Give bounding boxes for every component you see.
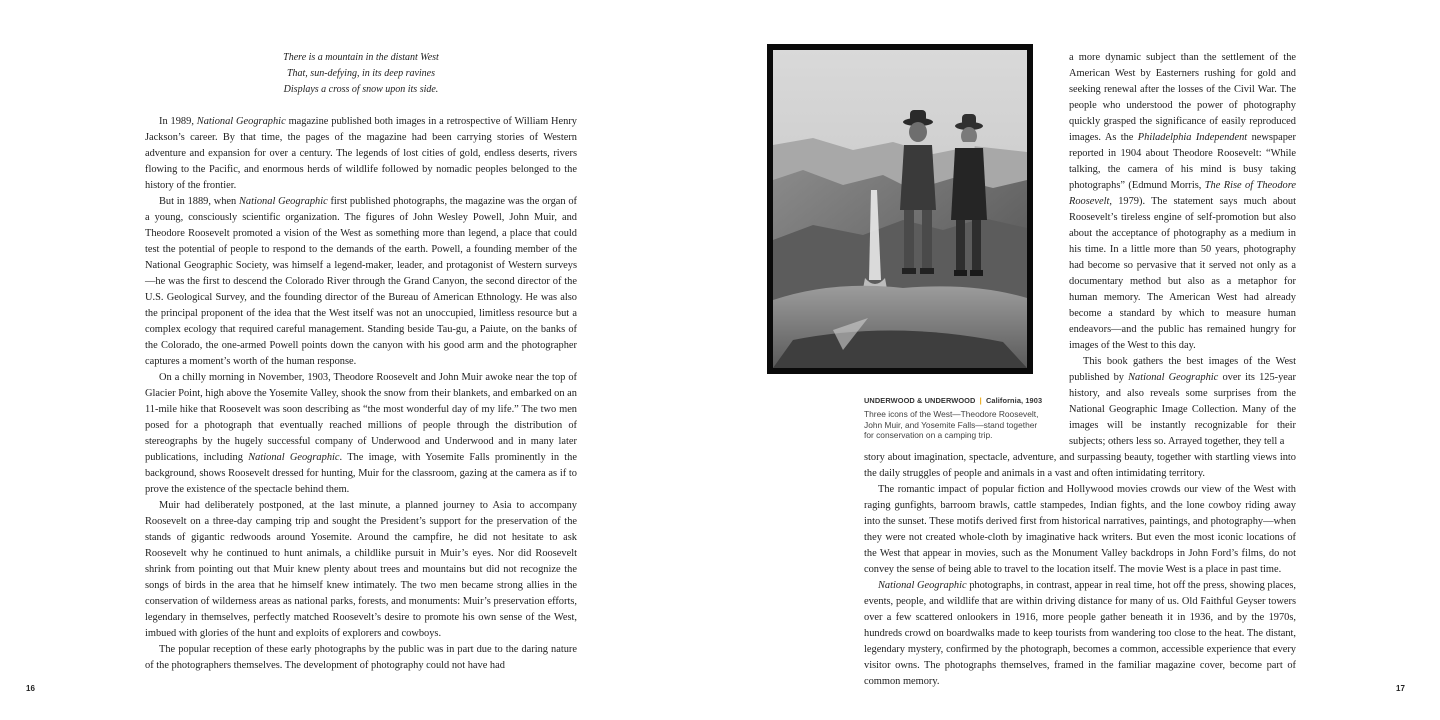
body-paragraph	[145, 194, 577, 370]
body-paragraph	[145, 498, 577, 642]
italic-title: National Geographic	[196, 116, 286, 127]
body-paragraph	[864, 482, 1296, 578]
epigraph-line: That, sun-defying, in its deep ravines	[286, 68, 436, 79]
body-paragraph	[1069, 50, 1296, 354]
text-run: newspaper reported in 1904 about Theodore Roosevelt: “While talking, the camera of his mind is busy taking photographs” (Edmund Morris,	[1069, 132, 1296, 191]
photo-image	[773, 50, 1027, 368]
text-run: photographs, in contrast, appear in real time, hot off the press, showing places, events, people, and wildlife that are within driving distance for many of us. Old Faithful Geyser towers over a few scattered onlookers in 1916, more people gather beneath it in 1936, and by the 1970s, hundreds crowd on boardwalks made to keep tourists from wandering too close to the heat. The distant, legendary mystery, confirmed by the photograph, becomes a common, accessible experience that every visitor owns. The photographs themselves, framed in the familiar magazine cover, become part of common memory.	[864, 580, 1296, 687]
photo-caption	[864, 396, 1043, 441]
left-body-text	[145, 114, 577, 674]
epigraph	[145, 50, 577, 98]
italic-title: National Geographic	[248, 452, 340, 463]
photo-roosevelt-muir	[767, 44, 1033, 374]
text-run: But in 1889, when	[159, 196, 239, 207]
photo-credit	[864, 396, 1043, 405]
credit-agency: UNDERWOOD & UNDERWOOD	[864, 396, 976, 405]
right-page	[720, 0, 1440, 720]
text-run: story about imagination, spectacle, adventure, and surpassing beauty, together with startling views into the daily struggles of people and animals in a vast and often intimidating territory.	[864, 452, 1296, 479]
text-run: magazine published both images in a retrospective of William Henry Jackson’s career. By that time, the pages of the magazine had been carrying stories of Western adventure and expansion for over a century. The legends of lost cities of gold, endless deserts, rivers flowing to the Pacific, and enormous herds of wildlife followed by nomadic peoples belonged to the history of the frontier.	[145, 116, 578, 191]
text-run: first published photographs, the magazine was the organ of a young, consciously scientific organization. The figures of John Wesley Powell, John Muir, and Theodore Roosevelt promoted a vision of the West as something more than legend, a place that could test the potential of people to respond to the demands of the earth. Powell, a founding member of the National Geographic Society, was himself a legend-maker, leader, and protagonist of Western surveys—he was the first to descend the Colorado River through the Grand Canyon, the second director of the U.S. Geological Survey, and the founding director of the Bureau of American Ethnology. He was also the principal proponent of the idea that the West itself was not an unoccupied, limitless resource but a complex ecology that required careful management. Standing beside Tau-gu, a Paiute, on the banks of the Colorado, the one-armed Powell points down the canyon with his good arm and the photographer captures a moment’s worth of the human response.	[145, 196, 577, 367]
italic-title: National Geographic	[238, 196, 328, 207]
body-paragraph	[864, 450, 1296, 482]
right-column-text	[1069, 50, 1296, 447]
page-number-right: 17	[1396, 684, 1405, 693]
text-run: over its 125-year history, and also reveals some surprises from the National Geographic Image Collection. Many of the images will be instantly recognizable for their subjects; others less so. Arrayed together, they tell a	[1069, 372, 1296, 447]
body-paragraph	[145, 642, 577, 674]
caption-text: Three icons of the West—Theodore Roosevelt, John Muir, and Yosemite Falls—stand together for conservation on a camping trip.	[864, 409, 1039, 441]
right-body-text	[864, 450, 1296, 687]
text-run: . The image, with Yosemite Falls prominently in the background, shows Roosevelt dressed for hunting, Muir for the classroom, gazing at the camera as if to prove the existence of the spectacle behind them.	[145, 452, 577, 495]
epigraph-line: Displays a cross of snow upon its side.	[283, 84, 439, 95]
text-run: In 1989,	[159, 116, 197, 127]
italic-title: The Rise of Theodore Roosevelt	[1069, 180, 1296, 207]
text-run: This book gathers the best images of the West published by	[1069, 356, 1296, 383]
text-run: On a chilly morning in November, 1903, Theodore Roosevelt and John Muir awoke near the top of Glacier Point, high above the Yosemite Valley, shook the snow from their blankets, and embarked on an 11-mile hike that Roosevelt was soon describing as “the most wonderful day of my life.” The two men posed for a photograph that eventually reached millions of people through the distribution of stereographs by the hugely successful company of Underwood and Underwood and in many later publications, including	[145, 372, 577, 463]
italic-title: National Geographic	[1128, 372, 1219, 383]
body-paragraph	[145, 370, 577, 498]
body-paragraph	[1069, 354, 1296, 450]
text-run: , 1979). The statement says much about Roosevelt’s tireless engine of self-promotion but also about the acceptance of photography as a medium in his time. In a little more than 50 years, photography had become so pervasive that it served not only as a documentary method but also as a metaphor for human memory. The American West had already become a standard by which to measure human endeavors—and the public has remained hungry for images of the West to this day.	[1069, 196, 1296, 351]
credit-location: California, 1903	[985, 396, 1043, 405]
text-run: Muir had deliberately postponed, at the last minute, a planned journey to Asia to accompany Roosevelt on a three-day camping trip and sought the President’s support for the preservation of the stands of gigantic redwoods around Yosemite. Around the campfire, he did not hesitate to ask Roosevelt why he continued to hunt animals, a childlike pursuit in Muir’s eyes. Nor did Roosevelt shrink from pointing out that Muir knew plenty about trees and mountains but did not recognize the songs of birds in the area that he himself knew intimately. The two men became strong allies in the conservation of wilderness areas as national parks, forests, and monuments: Muir’s preservation efforts, legendary in themselves, perfectly matched Roosevelt’s desire to promote his own sense of the West, imbued with glories of the hunt and exploits of explorers and cowboys.	[145, 500, 577, 639]
body-paragraph	[145, 114, 577, 194]
italic-title: National Geographic	[878, 580, 967, 591]
text-run: a more dynamic subject than the settlement of the American West by Easterners rushing for gold and seeking renewal after the losses of the Civil War. The people who understood the power of photography quickly grasped the significance of easily reproduced images. As the	[1069, 52, 1296, 143]
credit-separator: |	[979, 396, 982, 405]
body-paragraph	[864, 578, 1296, 690]
italic-title: Philadelphia Independent	[1137, 132, 1248, 143]
epigraph-line: There is a mountain in the distant West	[283, 52, 439, 63]
text-run: The romantic impact of popular fiction and Hollywood movies crowds our view of the West with raging gunfights, barroom brawls, cattle stampedes, Indian fights, and the lone cowboy riding away into the sunset. These motifs derived first from historical narratives, paintings, and photography—when they were not created whole-cloth by imaginative hack writers. But even the most iconic locations of the West that appear in movies, such as the Monument Valley backdrops in John Ford’s films, do not convey the sense of being able to travel to the location itself. The movie West is a place in past time.	[864, 484, 1296, 575]
text-run: The popular reception of these early photographs by the public was in part due to the daring nature of the photographers themselves. The development of photography could not have had	[145, 644, 577, 671]
page-number-left: 16	[26, 684, 35, 693]
